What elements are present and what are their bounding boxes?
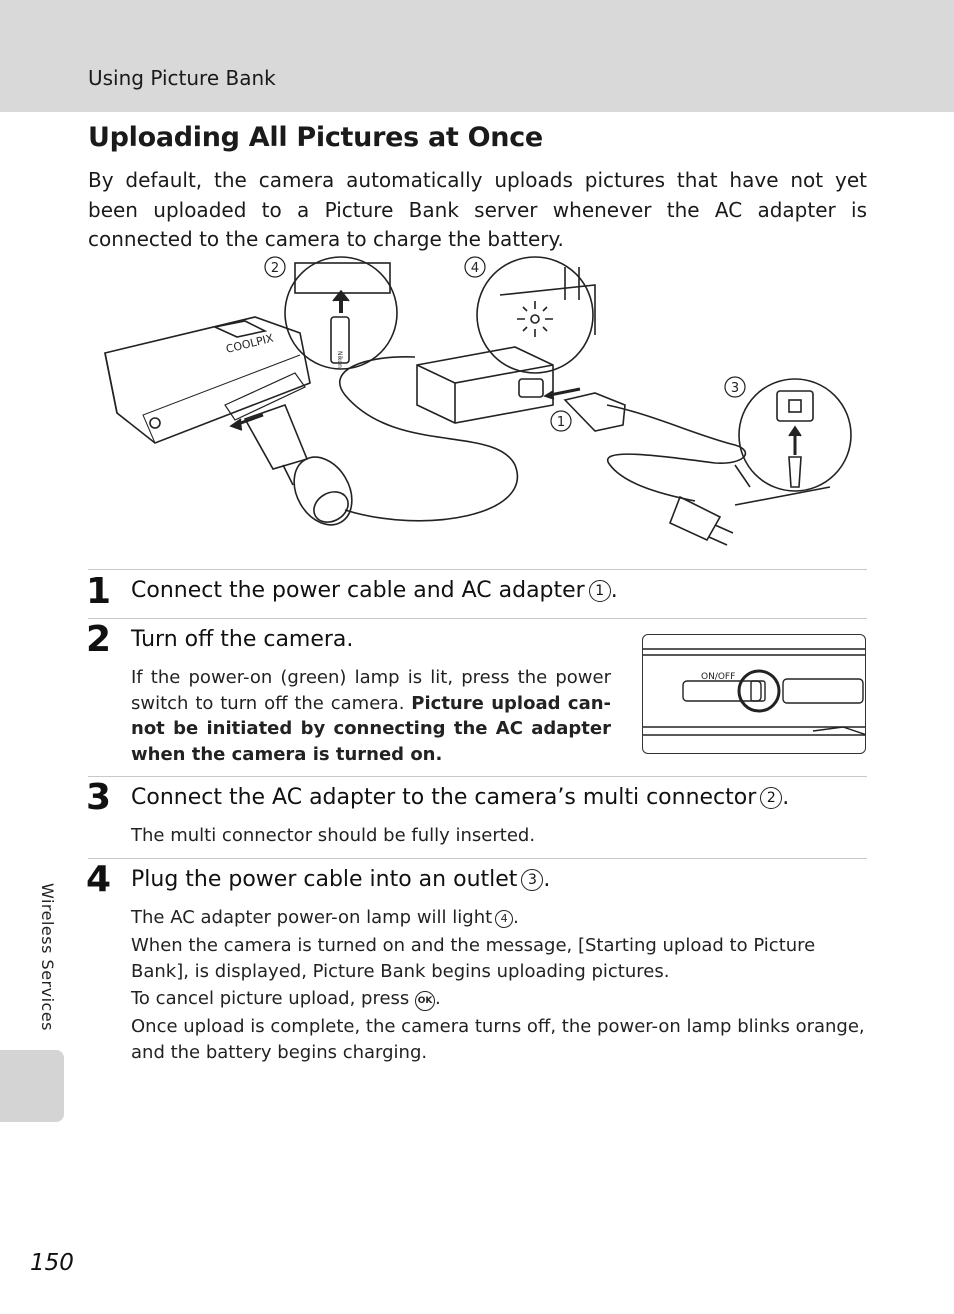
intro-paragraph: By default, the camera automatically uploads pictures that have not yet been uploaded to a Picture Bank server whenever the AC adapter is connected to the camera to charge the battery.: [88, 168, 867, 251]
page-title: Uploading All Pictures at Once: [88, 122, 543, 153]
step-4-number: 4: [86, 859, 112, 900]
sidebar-section-label: Wireless Services: [38, 883, 57, 1031]
page-number: 150: [30, 1250, 74, 1276]
callout-2-icon: 2: [760, 787, 782, 809]
ac-adapter: [417, 347, 553, 423]
callout-1-label: 1: [556, 415, 566, 430]
step-4-line-1: The AC adapter power-on lamp will light 4 .: [131, 907, 519, 928]
step-3-body: The multi connector should be fully inserted.: [131, 825, 536, 846]
callout-3-label: 3: [730, 381, 740, 396]
step-4-line-2: When the camera is turned on and the message, [Starting upload to Picture Bank], is displayed, Picture Bank begins uploading pictures.: [131, 935, 816, 982]
callout-3-icon: 3: [521, 869, 543, 891]
callout-4-icon: 4: [495, 910, 513, 928]
power-switch-illustration: [642, 634, 866, 754]
callout-4-label: 4: [470, 261, 480, 276]
step-1-number: 1: [86, 571, 112, 612]
rule-step-2: [88, 618, 867, 619]
step-2-number: 2: [86, 619, 112, 660]
rule-step-4: [88, 858, 867, 859]
step-1-heading: Connect the power cable and AC adapter 1 .: [131, 578, 618, 603]
on-off-label: ON/OFF: [701, 672, 736, 682]
step-4-line-3: To cancel picture upload, press OK .: [131, 988, 441, 1009]
callout-2-label: 2: [270, 261, 280, 276]
step-3-number: 3: [86, 777, 112, 818]
step-4-line-4: Once upload is complete, the camera turns off, the power-on lamp blinks orange, and the battery begins charging.: [131, 1016, 865, 1063]
step-4-heading: Plug the power cable into an outlet 3 .: [131, 867, 551, 892]
step-3-heading: Connect the AC adapter to the camera’s multi connector 2 .: [131, 785, 790, 810]
camera-brand-label: COOLPIX: [224, 331, 275, 356]
connection-illustration: [95, 255, 865, 555]
callout-1-icon: 1: [589, 580, 611, 602]
ok-button-icon: OK: [415, 991, 435, 1011]
adapter-brand-label: Nikon: [336, 351, 343, 368]
sidebar-tab: [0, 1050, 64, 1122]
header-band: [0, 0, 954, 112]
rule-step-3: [88, 776, 867, 777]
step-2-body: If the power-on (green) lamp is lit, press the power switch to turn off the camera. Picture upload can-not be initiated by connecting the AC adapter when the camera is turned on.: [131, 667, 612, 765]
section-header: Using Picture Bank: [88, 66, 276, 90]
step-2-heading: Turn off the camera.: [131, 627, 354, 652]
rule-step-1: [88, 569, 867, 570]
